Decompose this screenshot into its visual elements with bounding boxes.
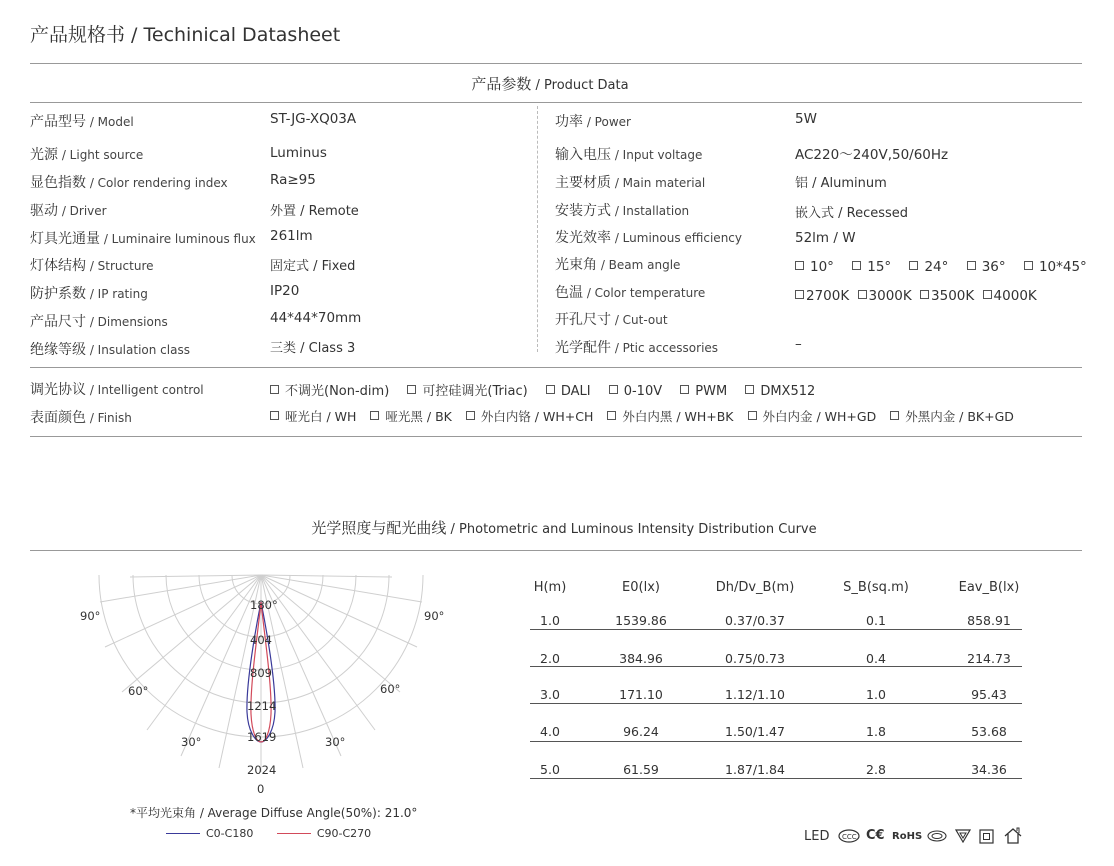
finish-option[interactable] (270, 407, 356, 425)
polar-ring-label: 1214 (247, 699, 277, 713)
checkbox-icon (370, 411, 379, 420)
checkbox-icon (407, 385, 416, 394)
class2-square-icon (979, 829, 994, 844)
spec-row-power (555, 111, 631, 131)
table-header: Dh/Dv_B(m) (715, 580, 795, 595)
spec-label-cn: 驱动 (30, 203, 58, 219)
spec-label-en: / Main material (611, 176, 706, 190)
polar-label-30-left: 30° (181, 735, 202, 749)
spec-row-light-source (30, 144, 143, 164)
checkbox-icon (270, 385, 279, 394)
legend-item-c90 (277, 827, 371, 840)
table-cell: 2.8 (866, 762, 886, 777)
beam-option[interactable] (852, 259, 891, 275)
table-cell: 0.37/0.37 (725, 613, 785, 628)
control-option[interactable] (270, 380, 389, 399)
table-cell: 34.36 (971, 762, 1007, 777)
finish-option-label: 外白内金 / WH+GD (762, 409, 877, 424)
spec-label-en: / Light source (58, 148, 144, 162)
spec-row-driver (30, 200, 107, 220)
checkbox-icon (795, 290, 804, 299)
beam-angle-options (795, 259, 1101, 275)
cct-option-label: 3000K (868, 288, 912, 304)
table-cell: 1.87/1.84 (725, 762, 785, 777)
table-row-rule (530, 778, 1022, 779)
product-heading-rule (30, 102, 1082, 103)
control-option[interactable] (745, 384, 815, 399)
spec-value-material: 铝 / Aluminum (795, 176, 887, 191)
spec-label-en: / Installation (611, 204, 690, 218)
spec-row-color-temp (555, 282, 705, 302)
control-options (270, 380, 829, 399)
table-cell: 384.96 (619, 651, 663, 666)
checkbox-icon (748, 411, 757, 420)
spec-label-en: / Color temperature (583, 286, 706, 300)
page-title-cn: 产品规格书 (30, 24, 126, 46)
beam-option[interactable] (795, 259, 834, 275)
spec-label-cn: 开孔尺寸 (555, 312, 611, 328)
table-cell: 1.50/1.47 (725, 724, 785, 739)
polar-spoke (105, 575, 261, 647)
spec-row-ip (30, 283, 148, 303)
checkbox-icon (983, 290, 992, 299)
spec-value-ip: IP20 (270, 283, 300, 299)
beam-option[interactable] (1024, 259, 1087, 275)
spec-label-cn: 灯体结构 (30, 258, 86, 274)
checkbox-icon (909, 261, 918, 270)
cct-option-label: 4000K (993, 288, 1037, 304)
spec-label-en: / Luminous efficiency (611, 231, 742, 245)
beam-option-label: 36° (981, 259, 1006, 275)
checkbox-icon (1024, 261, 1033, 270)
spec-label-cn: 产品型号 (30, 114, 86, 130)
beam-option-label: 10° (810, 259, 834, 275)
finish-option[interactable] (890, 407, 1014, 425)
checkbox-icon (680, 385, 689, 394)
table-cell: 0.4 (866, 651, 886, 666)
beam-angle-note: *平均光束角 / Average Diffuse Angle(50%): 21.0° (130, 806, 418, 820)
finish-label-cn: 表面颜色 (30, 410, 86, 426)
spec-label-cn: 灯具光通量 (30, 231, 100, 247)
table-cell: 53.68 (971, 724, 1007, 739)
finish-option[interactable] (607, 407, 733, 425)
checkbox-icon (852, 261, 861, 270)
legend-line-icon (166, 833, 200, 834)
spec-label-en: / Ptic accessories (611, 341, 719, 355)
rohs-mark: RoHS (892, 831, 923, 842)
legend-line-icon (277, 833, 311, 834)
control-option-label: PWM (695, 384, 728, 399)
polar-ring-label: 809 (250, 666, 272, 680)
checkbox-icon (270, 411, 279, 420)
led-mark: LED (804, 829, 830, 844)
spec-row-accessories (555, 337, 718, 357)
spec-label-cn: 安装方式 (555, 203, 611, 219)
checkbox-icon (546, 385, 555, 394)
checkbox-icon (795, 261, 804, 270)
table-cell: 1.8 (866, 724, 886, 739)
control-label-cn: 调光协议 (30, 382, 86, 398)
beam-option-label: 10*45° (1038, 259, 1087, 275)
table-cell: 1539.86 (615, 613, 667, 628)
spec-row-cutout (555, 309, 668, 329)
checkbox-icon (609, 385, 618, 394)
spec-label-en: / Color rendering index (86, 176, 228, 190)
spec-value-installation: 嵌入式 / Recessed (795, 206, 909, 221)
table-row-rule (530, 629, 1022, 630)
finish-option-label: 外白内铬 / WH+CH (480, 409, 594, 424)
control-option-label: 0-10V (623, 384, 663, 399)
table-cell: 1.12/1.10 (725, 687, 785, 702)
spec-row-model (30, 111, 134, 131)
emc-icon (927, 830, 947, 842)
control-option-label: DALI (560, 384, 591, 399)
cct-option[interactable] (858, 288, 912, 304)
polar-ring-label: 2024 (247, 763, 277, 777)
table-header: S_B(sq.m) (843, 580, 909, 595)
color-temp-options (795, 288, 1037, 304)
spec-row-beam-angle (555, 254, 680, 274)
spec-value-input-voltage: AC220～240V,50/60Hz (795, 147, 949, 163)
top-rule (30, 63, 1082, 64)
spec-value-power: 5W (795, 111, 817, 127)
spec-label-en: / Power (583, 115, 631, 129)
table-cell: 2.0 (540, 651, 560, 666)
spec-value-model: ST-JG-XQ03A (270, 111, 357, 127)
cct-option-label: 3500K (931, 288, 975, 304)
spec-value-driver: 外置 / Remote (270, 204, 359, 219)
ce-mark-icon: C€ (866, 828, 885, 843)
table-header: Eav_B(lx) (958, 580, 1020, 595)
polar-spoke (181, 575, 261, 756)
finish-option-label: 外黑内金 / BK+GD (905, 409, 1014, 424)
finish-options (270, 407, 1014, 425)
spec-label-cn: 光学配件 (555, 340, 611, 356)
table-cell: 4.0 (540, 724, 560, 739)
spec-value-dimensions: 44*44*70mm (270, 310, 362, 326)
table-cell: 171.10 (619, 687, 663, 702)
finish-label (30, 407, 132, 427)
table-cell: 1.0 (866, 687, 886, 702)
polar-label-0: 0 (257, 782, 265, 796)
table-cell: 96.24 (623, 724, 659, 739)
spec-row-insulation (30, 339, 190, 359)
spec-value-cri: Ra≥95 (270, 172, 316, 188)
checkbox-icon (745, 385, 754, 394)
table-row-rule (530, 741, 1022, 742)
table-cell: 3.0 (540, 687, 560, 702)
finish-option[interactable] (370, 407, 451, 425)
cct-option-label: 2700K (806, 288, 850, 304)
spec-value-structure: 固定式 / Fixed (270, 259, 356, 274)
finish-label-en: / Finish (86, 411, 132, 425)
legend-label: C0-C180 (206, 827, 254, 840)
spec-value-flux: 261lm (270, 228, 313, 244)
house-icon (1003, 827, 1023, 845)
beam-option-label: 15° (867, 259, 892, 275)
ccc-icon (838, 829, 860, 843)
beam-option[interactable] (909, 259, 948, 275)
polar-spoke (261, 575, 422, 602)
spec-label-cn: 防护系数 (30, 286, 86, 302)
spec-label-en: / Cut-out (611, 313, 668, 327)
finish-option[interactable] (748, 407, 877, 425)
spec-row-cri (30, 172, 228, 192)
polar-intensity-chart (60, 572, 460, 797)
table-cell: 0.1 (866, 613, 886, 628)
control-option-label: 可控硅调光(Triac) (422, 384, 528, 399)
spec-row-efficiency (555, 227, 742, 247)
control-option[interactable] (609, 384, 662, 399)
spec-label-en: / Driver (58, 204, 107, 218)
product-heading-cn: 产品参数 (471, 75, 532, 93)
table-cell: 214.73 (967, 651, 1011, 666)
spec-label-cn: 显色指数 (30, 175, 86, 191)
photometric-heading (0, 517, 1114, 538)
polar-ring-label: 404 (250, 633, 272, 647)
polar-spoke (130, 575, 261, 577)
photometric-rule (30, 550, 1082, 551)
table-cell: 858.91 (967, 613, 1011, 628)
finish-option-label: 哑光黑 / BK (385, 409, 452, 424)
spec-label-en: / Structure (86, 259, 154, 273)
table-cell: 1.0 (540, 613, 560, 628)
spec-row-installation (555, 200, 689, 220)
cct-option[interactable] (795, 288, 849, 304)
photometric-heading-cn: 光学照度与配光曲线 (311, 519, 447, 537)
checkbox-icon (920, 290, 929, 299)
product-heading-en: / Product Data (531, 78, 629, 93)
finish-option-label: 外白内黑 / WH+BK (622, 409, 734, 424)
control-option-label: DMX512 (760, 384, 816, 399)
triangle-mark-icon (955, 829, 971, 843)
checkbox-icon (607, 411, 616, 420)
spec-label-en: / Dimensions (86, 315, 168, 329)
polar-label-30-right: 30° (325, 735, 346, 749)
spec-bottom-rule (30, 367, 1082, 368)
polar-label-90-right: 90° (424, 609, 445, 623)
table-cell: 61.59 (623, 762, 659, 777)
finish-option[interactable] (466, 407, 594, 425)
spec-label-cn: 发光效率 (555, 230, 611, 246)
polar-label-60-left: 60° (128, 684, 149, 698)
beam-option-label: 24° (924, 259, 949, 275)
checkbox-icon (466, 411, 475, 420)
spec-label-en: / Beam angle (597, 258, 681, 272)
spec-label-en: / Model (86, 115, 134, 129)
control-label-en: / Intelligent control (86, 383, 204, 397)
polar-legend (166, 827, 371, 840)
control-option-label: 不调光(Non-dim) (285, 384, 390, 399)
spec-row-structure (30, 255, 154, 275)
table-cell: 5.0 (540, 762, 560, 777)
legend-label: C90-C270 (316, 827, 372, 840)
finish-bottom-rule (30, 436, 1082, 437)
control-option[interactable] (546, 384, 591, 399)
polar-spoke (261, 575, 417, 647)
control-option[interactable] (680, 384, 727, 399)
spec-row-material (555, 172, 705, 192)
spec-label-cn: 绝缘等级 (30, 342, 86, 358)
table-header: H(m) (533, 580, 567, 595)
polar-label-90-left: 90° (80, 609, 101, 623)
polar-ring-label: 1619 (247, 730, 277, 744)
spec-label-en: / Input voltage (611, 148, 703, 162)
photometric-heading-en: / Photometric and Luminous Intensity Distribution Curve (446, 522, 817, 537)
checkbox-icon (890, 411, 899, 420)
table-cell: 0.75/0.73 (725, 651, 785, 666)
table-header: E0(lx) (622, 580, 660, 595)
spec-row-dimensions (30, 311, 168, 331)
beam-option[interactable] (967, 259, 1006, 275)
spec-label-cn: 光束角 (555, 257, 597, 273)
spec-label-cn: 功率 (555, 114, 583, 130)
svg-text:CCC: CCC (842, 833, 857, 841)
checkbox-icon (967, 261, 976, 270)
spec-value-insulation: 三类 / Class 3 (270, 341, 356, 356)
column-divider (537, 106, 538, 352)
page-title-en: / Techinical Datasheet (125, 24, 341, 46)
spec-value-accessories: – (795, 336, 802, 352)
spec-label-cn: 色温 (555, 285, 583, 301)
control-option[interactable] (407, 380, 527, 399)
spec-label-en: / Luminaire luminous flux (100, 232, 256, 246)
checkbox-icon (858, 290, 867, 299)
spec-label-cn: 主要材质 (555, 175, 611, 191)
spec-label-en: / IP rating (86, 287, 148, 301)
control-label (30, 379, 204, 399)
spec-label-en: / Insulation class (86, 343, 190, 357)
table-row-rule (530, 666, 1022, 667)
spec-row-flux (30, 228, 256, 248)
polar-spoke (261, 575, 392, 577)
table-cell: 95.43 (971, 687, 1007, 702)
cct-option[interactable] (983, 288, 1037, 304)
spec-row-input-voltage (555, 144, 702, 164)
spec-label-cn: 产品尺寸 (30, 314, 86, 330)
spec-value-light-source: Luminus (270, 145, 327, 161)
finish-option-label: 哑光白 / WH (285, 409, 357, 424)
legend-item-c0 (166, 827, 253, 840)
table-row-rule (530, 703, 1022, 704)
spec-label-cn: 输入电压 (555, 147, 611, 163)
page-title (30, 20, 340, 47)
polar-spoke (100, 575, 261, 602)
spec-label-cn: 光源 (30, 147, 58, 163)
cct-option[interactable] (920, 288, 974, 304)
product-data-heading (0, 73, 1100, 94)
polar-label-60-right: 60° (380, 682, 401, 696)
spec-value-efficiency: 52lm / W (795, 230, 856, 246)
polar-label-180: 180° (250, 598, 278, 612)
